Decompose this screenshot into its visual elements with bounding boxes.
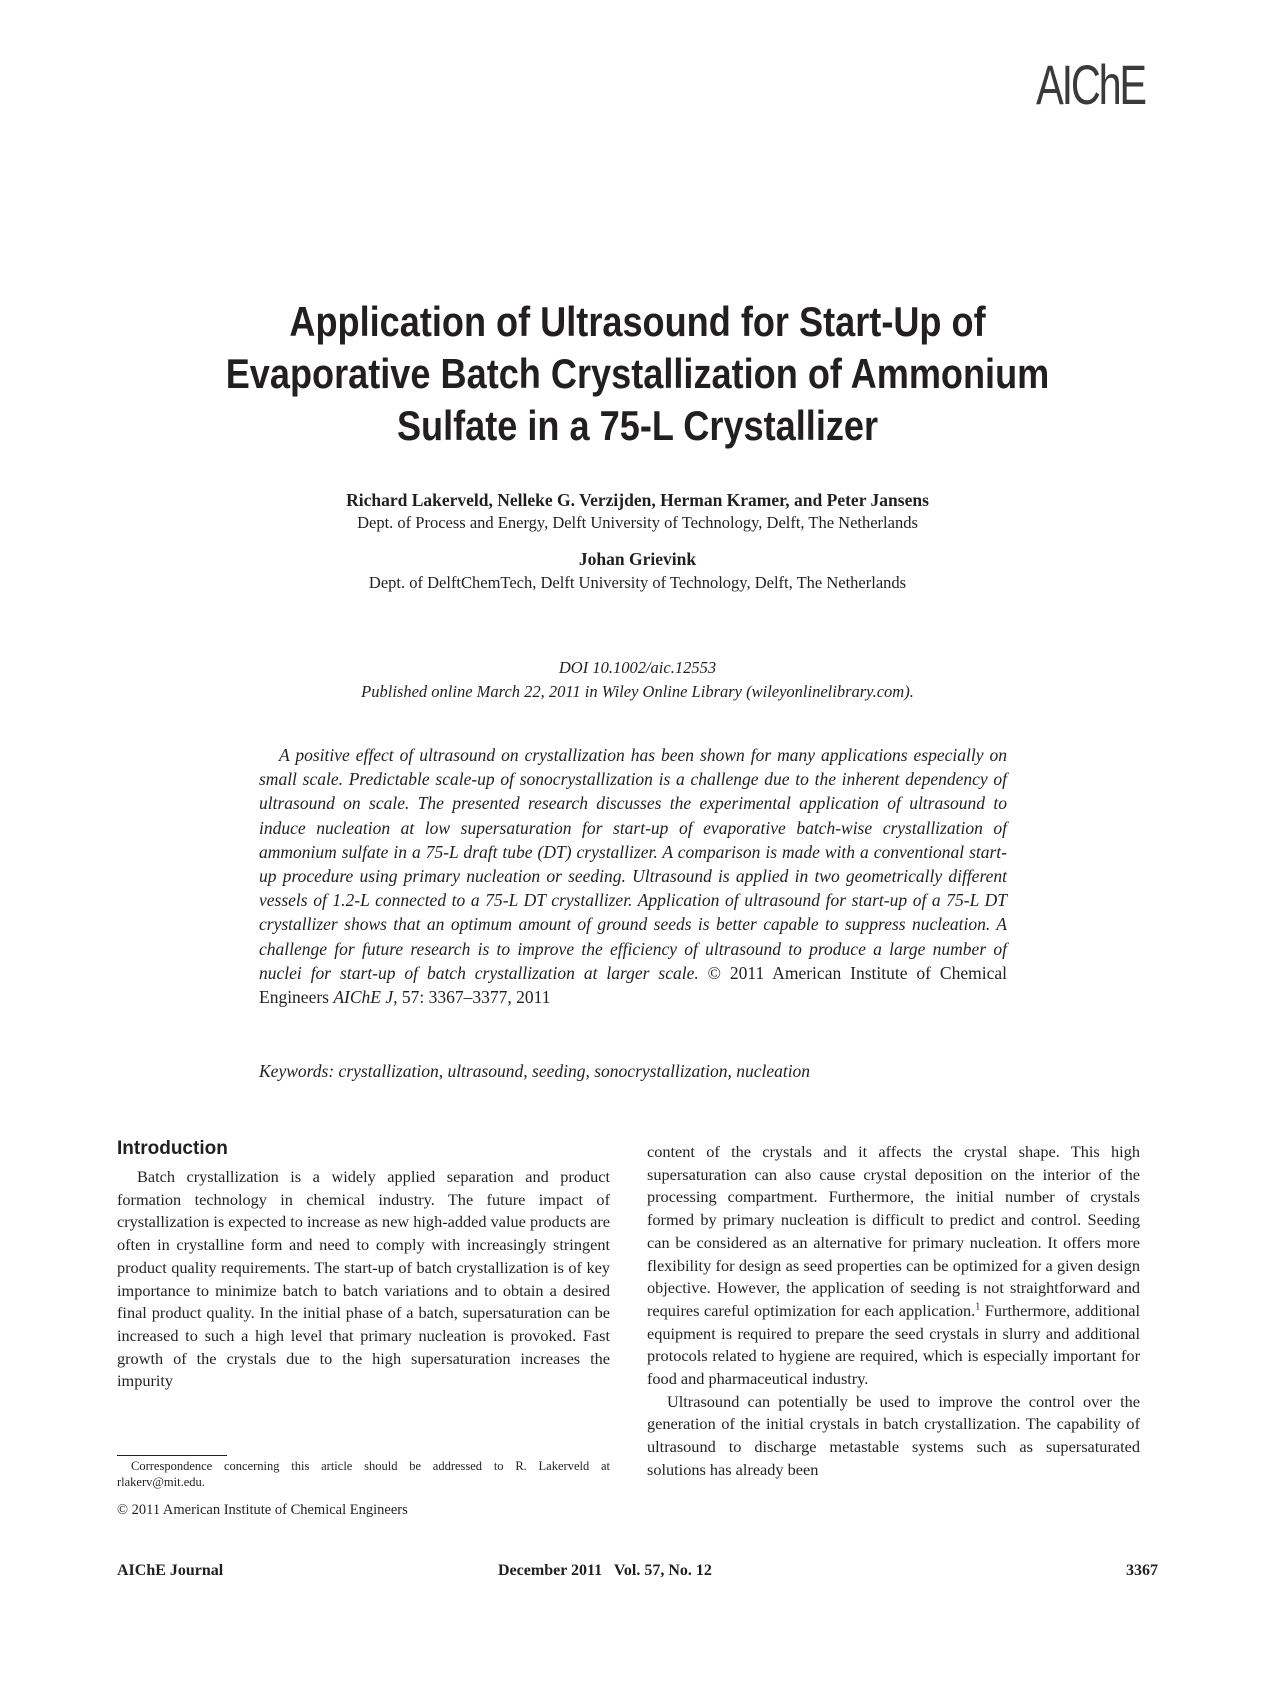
journal-logo: AIChE	[1036, 53, 1145, 116]
reference-marker: 1	[975, 1301, 981, 1313]
keywords: Keywords: crystallization, ultrasound, seeding, sonocrystallization, nucleation	[259, 1061, 811, 1081]
affiliation-primary: Dept. of Process and Energy, Delft University of Technology, Delft, The Netherlands	[357, 513, 918, 532]
title-line: Application of Ultrasound for Start-Up of	[289, 298, 986, 345]
footer-issue: December 2011 Vol. 57, No. 12	[498, 1562, 712, 1579]
paragraph-text: Furthermore, additional equipment is required to prepare the seed crystals in slurry and additional protocols related to hygiene are required, which is especially important for food and pharmaceutical industry.	[647, 1300, 1141, 1389]
footer-journal: AIChE Journal	[117, 1562, 224, 1579]
abstract-copyright: © 2011 American Institute of Chemical Engineers	[259, 962, 1007, 1008]
doi-line: DOI 10.1002/aic.12553	[558, 658, 717, 677]
title-line: Evaporative Batch Crystallization of Ammonium	[225, 350, 1050, 397]
footnote-rule	[117, 1455, 227, 1456]
abstract-text: A positive effect of ultrasound on crystallization has been shown for many applications especially on small scale. Predictable scale-up of sonocrystallization is a challenge due to the inherent dependency of ultrasound on scale. The presented research discusses the experimental application of ultrasound to induce nucleation at low supersaturation for start-up of evaporative batch-wise crystallization of ammonium sulfate in a 75-L draft tube (DT) crystallizer. A comparison is made with a conventional start-up procedure using primary nucleation or seeding. Ultrasound is applied in two geometrically different vessels of 1.2-L connected to a 75-L DT crystallizer. Application of ultrasound for start-up of a 75-L DT crystallizer shows that an optimum amount of ground seeds is better capable to suppress nucleation. A challenge for future research is to improve the efficiency of ultrasound to produce a large number of nuclei for start-up of batch crystallization at larger scale.	[259, 745, 1007, 983]
affiliation-secondary: Dept. of DelftChemTech, Delft University of Technology, Delft, The Netherlands	[368, 573, 907, 592]
left-column	[117, 1136, 610, 1393]
right-column	[647, 1141, 1140, 1482]
page-number: 3367	[1126, 1562, 1158, 1579]
paragraph-text: content of the crystals and it affects the crystal shape. This high supersaturation can also cause crystal deposition on the interior of the processing compartment. Furthermore, the initial number of crystals formed by primary nucleation is difficult to predict and control. Seeding can be considered as an alternative for primary nucleation. It offers more flexibility for design as seed properties can be optimized for a given design objective. However, the application of seeding is not straightforward and requires careful optimization for each application.	[647, 1142, 1140, 1320]
abstract	[259, 743, 1007, 1009]
author-list-secondary: Johan Grievink	[578, 549, 697, 569]
section-heading: Introduction	[117, 1138, 228, 1159]
copyright-line: © 2011 American Institute of Chemical Engineers	[117, 1502, 408, 1518]
paragraph	[647, 1141, 1140, 1391]
author-list-primary: Richard Lakerveld, Nelleke G. Verzijden, Herman Kramer, and Peter Jansens	[346, 490, 929, 510]
abstract-citation: 57: 3367–3377, 2011	[401, 987, 551, 1008]
correspondence-footnote	[117, 1459, 610, 1490]
paragraph: Batch crystallization is a widely applied separation and product formation technology in chemical industry. The future impact of crystallization is expected to increase as new high-added value products are often in crystalline form and need to comply with increasingly stringent product quality requirements. The start-up of batch crystallization is of key importance to minimize batch to batch variations and to obtain a desired final product quality. In the initial phase of a batch, supersaturation can be increased to such a high level that primary nucleation is provoked. Fast growth of the crystals due to the high supersaturation increases the impurity	[117, 1167, 610, 1391]
published-line: Published online March 22, 2011 in Wiley Online Library (wileyonlinelibrary.com).	[361, 682, 914, 701]
footnote-text: Correspondence concerning this article should be addressed to R. Lakerveld at rlakerv@mit.edu.	[117, 1459, 610, 1489]
abstract-journal-abbrev: AIChE J,	[333, 987, 398, 1008]
paragraph: Ultrasound can potentially be used to improve the control over the generation of the initial crystals in batch crystallization. The capability of ultrasound to discharge metastable systems such as supersaturated solutions has already been	[647, 1391, 1140, 1479]
paper-title	[175, 296, 1100, 452]
title-line: Sulfate in a 75-L Crystallizer	[396, 402, 879, 449]
